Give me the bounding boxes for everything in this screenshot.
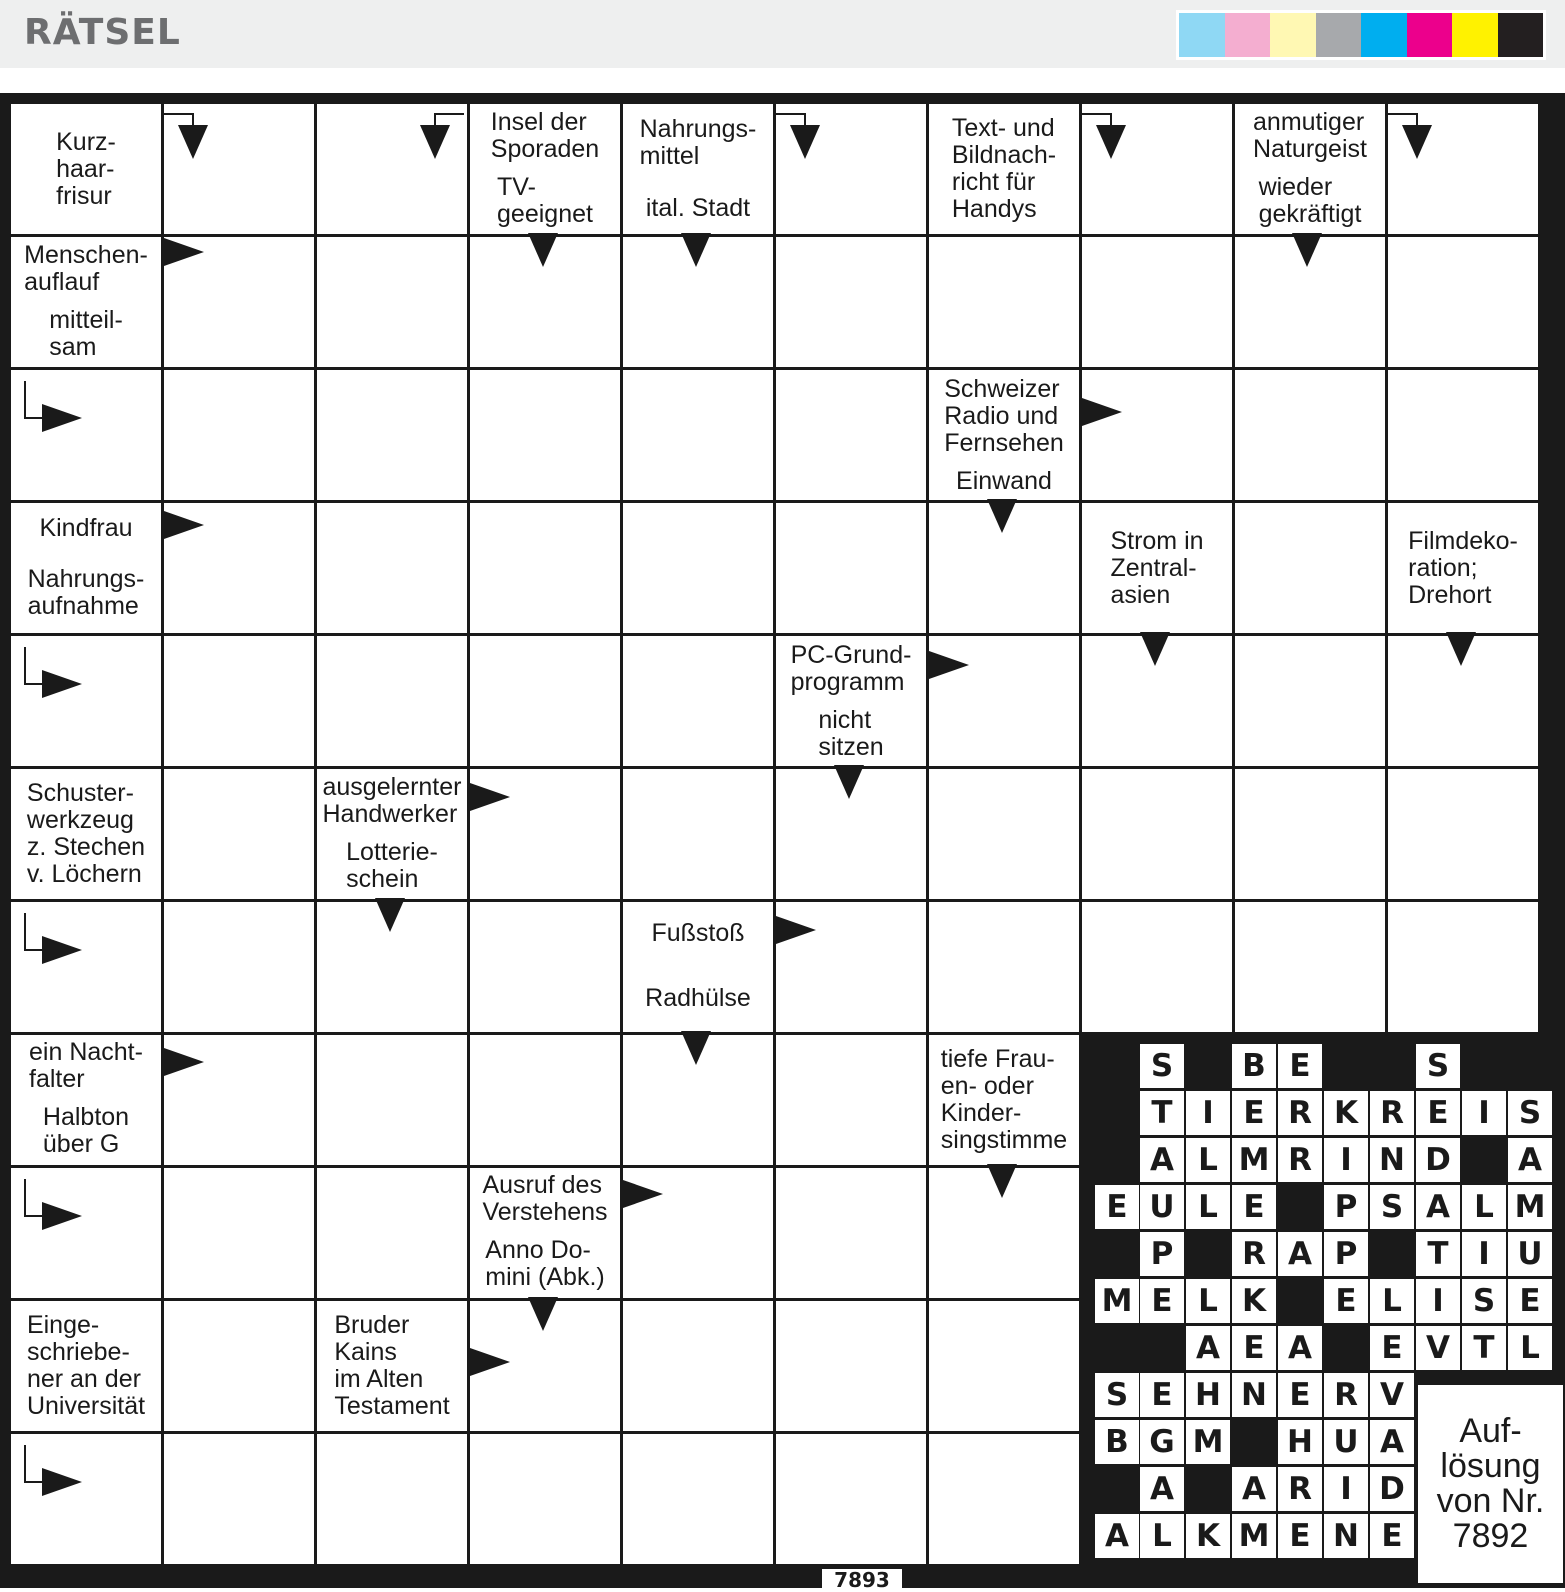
grid-cell[interactable] — [1082, 104, 1232, 234]
grid-cell[interactable] — [929, 1434, 1079, 1564]
solution-letter: E — [1324, 1279, 1368, 1323]
solution-letter: L — [1186, 1185, 1230, 1229]
grid-cell[interactable] — [1082, 237, 1232, 367]
grid-cell[interactable] — [776, 636, 926, 766]
arrow-down-icon — [681, 1031, 711, 1065]
arrow-down-icon — [1446, 632, 1476, 666]
clue-text: Menschen- auflauf — [11, 237, 161, 300]
grid-cell[interactable] — [623, 370, 773, 500]
clue-text: Fußstoß — [623, 902, 773, 965]
grid-cell[interactable] — [623, 1434, 773, 1564]
solution-letter: L — [1462, 1185, 1506, 1229]
solution-letter: M — [1095, 1279, 1139, 1323]
solution-letter: E — [1278, 1044, 1322, 1088]
clue-text: Einge- schriebe- ner an der Universität — [11, 1301, 161, 1431]
solution-letter: E — [1140, 1373, 1184, 1417]
arrow-down-icon — [375, 898, 405, 932]
grid-cell[interactable] — [623, 1301, 773, 1431]
grid-cell[interactable] — [164, 1168, 314, 1298]
clue-text: Kindfrau — [11, 503, 161, 553]
grid-cell[interactable] — [317, 1168, 467, 1298]
grid-cell[interactable] — [164, 636, 314, 766]
grid-cell[interactable] — [929, 370, 1079, 500]
grid-cell[interactable] — [1235, 104, 1385, 234]
grid-cell[interactable] — [470, 636, 620, 766]
solution-letter: M — [1232, 1514, 1276, 1558]
solution-letter: A — [1416, 1185, 1460, 1229]
arrow-right-icon — [1082, 398, 1122, 426]
grid-cell[interactable] — [11, 1301, 161, 1431]
grid-cell[interactable] — [776, 1168, 926, 1298]
clue-text: wieder gekräftigt — [1235, 168, 1385, 234]
clue-text: ausgelernter Handwerker — [317, 769, 467, 833]
arrow-down-icon — [528, 1297, 558, 1331]
color-swatch — [1407, 13, 1453, 57]
solution-letter: I — [1186, 1091, 1230, 1135]
solution-letter: D — [1416, 1138, 1460, 1182]
grid-cell[interactable] — [11, 769, 161, 899]
grid-cell[interactable] — [164, 370, 314, 500]
grid-cell[interactable] — [1388, 237, 1538, 367]
grid-cell[interactable] — [11, 902, 161, 1032]
solution-letter: A — [1232, 1467, 1276, 1511]
arrow-down-icon — [681, 233, 711, 267]
arrow-down-icon — [1096, 125, 1126, 159]
color-swatch — [1498, 13, 1544, 57]
color-swatch — [1179, 13, 1225, 57]
color-swatch — [1225, 13, 1271, 57]
grid-cell[interactable] — [1388, 370, 1538, 500]
solution-letter: R — [1370, 1091, 1414, 1135]
grid-cell[interactable] — [623, 503, 773, 633]
solution-letter: S — [1370, 1185, 1414, 1229]
clue-text: tiefe Frau- en- oder Kinder- singstimme — [929, 1035, 1079, 1165]
solution-letter: L — [1186, 1138, 1230, 1182]
solution-letter: P — [1324, 1185, 1368, 1229]
grid-cell[interactable] — [776, 1035, 926, 1165]
solution-letter: P — [1324, 1232, 1368, 1276]
arrow-right-icon — [42, 670, 82, 698]
grid-cell[interactable] — [317, 104, 467, 234]
grid-cell[interactable] — [1082, 769, 1232, 899]
color-swatch — [1361, 13, 1407, 57]
clue-text: Text- und Bildnach- richt für Handys — [929, 104, 1079, 234]
clue-text: Nahrungs- aufnahme — [11, 553, 161, 633]
grid-cell[interactable] — [776, 237, 926, 367]
solution-letter: R — [1278, 1091, 1322, 1135]
arrow-down-icon — [420, 125, 450, 159]
solution-letter: T — [1140, 1091, 1184, 1135]
grid-cell[interactable] — [776, 1434, 926, 1564]
grid-cell[interactable] — [1235, 636, 1385, 766]
clue-text: nicht sitzen — [776, 702, 926, 766]
color-swatch — [1316, 13, 1362, 57]
grid-cell[interactable] — [164, 1434, 314, 1564]
grid-cell[interactable] — [1388, 503, 1538, 633]
solution-letter: R — [1278, 1467, 1322, 1511]
clue-text: Filmdeko- ration; Drehort — [1388, 503, 1538, 633]
clue-text: Einwand — [929, 462, 1079, 500]
grid-cell[interactable] — [317, 1301, 467, 1431]
arrow-down-icon — [987, 1164, 1017, 1198]
solution-letter: E — [1370, 1326, 1414, 1370]
grid-cell[interactable] — [623, 636, 773, 766]
grid-cell[interactable] — [11, 636, 161, 766]
clue-text: Radhülse — [623, 965, 773, 1032]
grid-cell[interactable] — [470, 1168, 620, 1298]
clue-text: Halbton über G — [11, 1097, 161, 1165]
grid-cell[interactable] — [470, 1434, 620, 1564]
color-swatch — [1452, 13, 1498, 57]
solution-letter: B — [1095, 1420, 1139, 1464]
solution-letter: E — [1278, 1373, 1322, 1417]
grid-cell[interactable] — [1082, 902, 1232, 1032]
solution-letter: S — [1140, 1044, 1184, 1088]
solution-letter: R — [1278, 1138, 1322, 1182]
solution-letter: U — [1324, 1420, 1368, 1464]
grid-cell[interactable] — [776, 370, 926, 500]
solution-letter: N — [1324, 1514, 1368, 1558]
solution-letter: P — [1140, 1232, 1184, 1276]
grid-cell[interactable] — [776, 1301, 926, 1431]
grid-cell[interactable] — [317, 503, 467, 633]
solution-letter: S — [1095, 1373, 1139, 1417]
arrow-down-icon — [987, 499, 1017, 533]
arrow-down-icon — [178, 125, 208, 159]
color-calibration-bar — [1176, 10, 1546, 60]
grid-cell[interactable] — [317, 1434, 467, 1564]
color-swatch — [1270, 13, 1316, 57]
solution-letter: I — [1416, 1279, 1460, 1323]
solution-letter: S — [1416, 1044, 1460, 1088]
grid-cell[interactable] — [11, 1035, 161, 1165]
clue-text: Insel der Sporaden — [470, 104, 620, 168]
solution-letter: A — [1186, 1326, 1230, 1370]
arrow-down-icon — [1140, 632, 1170, 666]
grid-cell[interactable] — [470, 902, 620, 1032]
solution-letter: L — [1508, 1326, 1552, 1370]
solution-letter: T — [1416, 1232, 1460, 1276]
grid-cell[interactable] — [164, 104, 314, 234]
solution-letter: S — [1462, 1279, 1506, 1323]
clue-text: Ausruf des Verstehens — [470, 1168, 620, 1230]
arrow-right-icon — [42, 1202, 82, 1230]
arrow-down-icon — [1402, 125, 1432, 159]
clue-text: Lotterie- schein — [317, 833, 467, 899]
grid-cell[interactable] — [11, 503, 161, 633]
solution-letter: M — [1186, 1420, 1230, 1464]
grid-cell[interactable] — [776, 503, 926, 633]
grid-cell[interactable] — [623, 902, 773, 1032]
solution-label: Auf- lösung von Nr. 7892 — [1418, 1385, 1563, 1583]
grid-cell[interactable] — [11, 370, 161, 500]
arrow-right-icon — [776, 916, 816, 944]
solution-letter: L — [1186, 1279, 1230, 1323]
clue-text: Nahrungs- mittel — [623, 104, 773, 182]
solution-letter: R — [1324, 1373, 1368, 1417]
grid-cell[interactable] — [929, 104, 1079, 234]
grid-cell[interactable] — [470, 370, 620, 500]
solution-letter: A — [1278, 1326, 1322, 1370]
solution-letter: E — [1508, 1279, 1552, 1323]
clue-text: anmutiger Naturgeist — [1235, 104, 1385, 168]
solution-letter: N — [1370, 1138, 1414, 1182]
section-title: RÄTSEL — [24, 12, 181, 53]
grid-cell[interactable] — [317, 1035, 467, 1165]
grid-cell[interactable] — [623, 769, 773, 899]
grid-cell[interactable] — [317, 769, 467, 899]
solution-letter: E — [1370, 1514, 1414, 1558]
grid-cell[interactable] — [929, 1301, 1079, 1431]
clue-text: Bruder Kains im Alten Testament — [317, 1301, 467, 1431]
solution-letter: A — [1508, 1138, 1552, 1182]
solution-letter: A — [1278, 1232, 1322, 1276]
clue-text: Kurz- haar- frisur — [11, 104, 161, 234]
grid-cell[interactable] — [11, 104, 161, 234]
solution-letter: E — [1232, 1185, 1276, 1229]
grid-cell[interactable] — [164, 1301, 314, 1431]
grid-cell[interactable] — [776, 104, 926, 234]
page-header — [0, 0, 1565, 68]
grid-cell[interactable] — [1388, 104, 1538, 234]
grid-cell[interactable] — [1082, 503, 1232, 633]
solution-letter: R — [1232, 1232, 1276, 1276]
solution-letter: L — [1370, 1279, 1414, 1323]
puzzle-number: 7893 — [822, 1569, 902, 1588]
solution-letter: T — [1462, 1326, 1506, 1370]
solution-letter: M — [1508, 1185, 1552, 1229]
grid-cell[interactable] — [317, 636, 467, 766]
solution-letter: K — [1324, 1091, 1368, 1135]
solution-letter: E — [1232, 1091, 1276, 1135]
grid-cell[interactable] — [1235, 769, 1385, 899]
solution-letter: E — [1095, 1185, 1139, 1229]
solution-letter: A — [1140, 1467, 1184, 1511]
grid-cell[interactable] — [470, 104, 620, 234]
solution-letter: G — [1140, 1420, 1184, 1464]
clue-text: Schuster- werkzeug z. Stechen v. Löchern — [11, 769, 161, 899]
arrow-right-icon — [164, 1048, 204, 1076]
solution-letter: A — [1370, 1420, 1414, 1464]
grid-cell[interactable] — [929, 769, 1079, 899]
solution-letter: L — [1140, 1514, 1184, 1558]
solution-letter: U — [1508, 1232, 1552, 1276]
solution-letter: V — [1416, 1326, 1460, 1370]
solution-letter: H — [1278, 1420, 1322, 1464]
solution-letter: I — [1324, 1467, 1368, 1511]
grid-cell[interactable] — [1235, 503, 1385, 633]
clue-text: Strom in Zentral- asien — [1082, 503, 1232, 633]
grid-cell[interactable] — [1388, 902, 1538, 1032]
grid-cell[interactable] — [11, 1168, 161, 1298]
clue-text: Anno Do- mini (Abk.) — [470, 1230, 620, 1298]
grid-cell[interactable] — [929, 902, 1079, 1032]
grid-cell[interactable] — [929, 1035, 1079, 1165]
grid-cell[interactable] — [1082, 370, 1232, 500]
solution-letter: B — [1232, 1044, 1276, 1088]
solution-letter: A — [1140, 1138, 1184, 1182]
solution-letter: I — [1324, 1138, 1368, 1182]
arrow-right-icon — [164, 511, 204, 539]
arrow-down-icon — [834, 765, 864, 799]
solution-letter: I — [1462, 1232, 1506, 1276]
arrow-right-icon — [929, 651, 969, 679]
grid-cell[interactable] — [11, 1434, 161, 1564]
solution-letter: E — [1278, 1514, 1322, 1558]
solution-letter: N — [1232, 1373, 1276, 1417]
grid-cell[interactable] — [929, 237, 1079, 367]
solution-letter: E — [1416, 1091, 1460, 1135]
solution-letter: S — [1508, 1091, 1552, 1135]
grid-cell[interactable] — [317, 370, 467, 500]
grid-cell[interactable] — [11, 237, 161, 367]
arrow-right-icon — [42, 404, 82, 432]
solution-letter: U — [1140, 1185, 1184, 1229]
clue-text: Schweizer Radio und Fernsehen — [929, 370, 1079, 462]
solution-letter: H — [1186, 1373, 1230, 1417]
grid-cell[interactable] — [1235, 370, 1385, 500]
grid-cell[interactable] — [164, 769, 314, 899]
solution-letter: A — [1095, 1514, 1139, 1558]
grid-cell[interactable] — [470, 1035, 620, 1165]
solution-letter: V — [1370, 1373, 1414, 1417]
arrow-right-icon — [164, 238, 204, 266]
clue-text: ital. Stadt — [623, 182, 773, 234]
arrow-down-icon — [1292, 233, 1322, 267]
grid-cell[interactable] — [1388, 769, 1538, 899]
arrow-down-icon — [528, 233, 558, 267]
arrow-right-icon — [623, 1180, 663, 1208]
arrow-right-icon — [42, 936, 82, 964]
grid-cell[interactable] — [623, 104, 773, 234]
solution-letter: D — [1370, 1467, 1414, 1511]
solution-letter: K — [1232, 1279, 1276, 1323]
grid-cell[interactable] — [164, 902, 314, 1032]
clue-text: ein Nacht- falter — [11, 1035, 161, 1097]
arrow-right-icon — [42, 1468, 82, 1496]
solution-letter: I — [1462, 1091, 1506, 1135]
clue-text: TV- geeignet — [470, 168, 620, 234]
solution-letter: E — [1140, 1279, 1184, 1323]
grid-cell[interactable] — [1235, 902, 1385, 1032]
clue-text: mitteil- sam — [11, 300, 161, 367]
grid-cell[interactable] — [317, 237, 467, 367]
solution-letter: E — [1232, 1326, 1276, 1370]
grid-cell[interactable] — [470, 503, 620, 633]
arrow-right-icon — [470, 783, 510, 811]
solution-letter: M — [1232, 1138, 1276, 1182]
arrow-right-icon — [470, 1348, 510, 1376]
solution-letter: K — [1186, 1514, 1230, 1558]
clue-text: PC-Grund- programm — [776, 636, 926, 702]
arrow-down-icon — [790, 125, 820, 159]
